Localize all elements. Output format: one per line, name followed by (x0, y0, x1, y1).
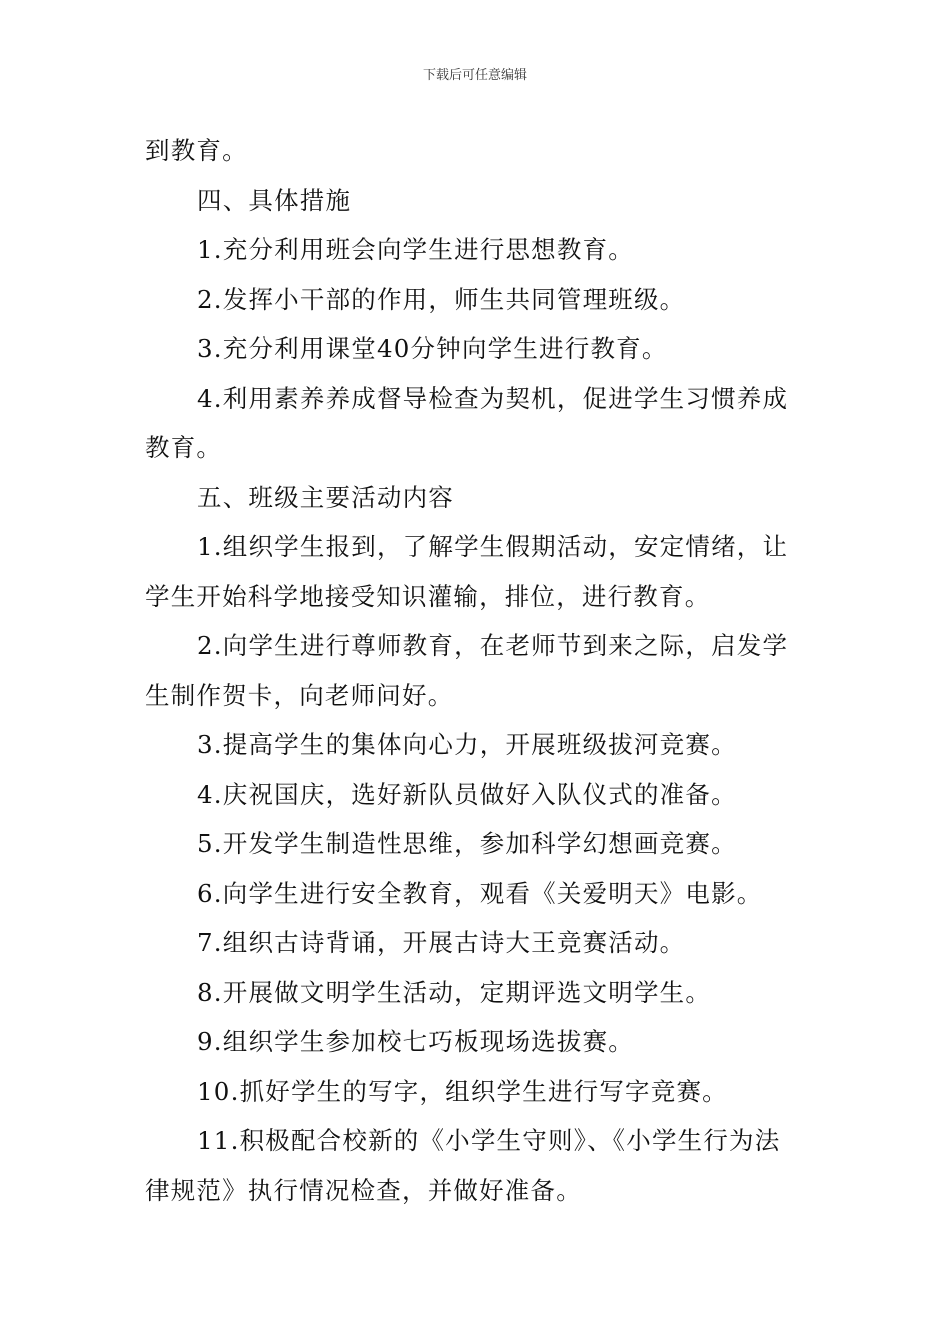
paragraph-line: 6.向学生进行安全教育，观看《关爱明天》电影。 (197, 878, 763, 908)
paragraph-line: 到教育。 (145, 136, 248, 165)
paragraph-line: 学生开始科学地接受知识灌输，排位，进行教育。 (145, 581, 711, 611)
page-header-note: 下载后可任意编辑 (422, 68, 527, 83)
paragraph-line: 4.利用素养养成督导检查为契机，促进学生习惯养成 (197, 383, 789, 413)
paragraph-line: 1.充分利用班会向学生进行思想教育。 (197, 235, 634, 264)
paragraph-line: 2.向学生进行尊师教育，在老师节到来之际，启发学 (197, 631, 789, 660)
paragraph-line: 10.抓好学生的写字，组织学生进行写字竞赛。 (197, 1076, 728, 1106)
document-body (145, 126, 810, 1215)
paragraph-line: 2.发挥小干部的作用，师生共同管理班级。 (197, 284, 686, 314)
paragraph-line: 1.组织学生报到，了解学生假期活动，安定情绪，让 (197, 532, 789, 561)
paragraph-line: 教育。 (145, 433, 223, 462)
paragraph-line: 8.开展做文明学生活动，定期评选文明学生。 (197, 977, 712, 1007)
paragraph-line: 9.组织学生参加校七巧板现场选拔赛。 (197, 1027, 634, 1056)
paragraph-line: 生制作贺卡，向老师问好。 (145, 680, 454, 710)
paragraph-line: 律规范》执行情况检查，并做好准备。 (145, 1175, 582, 1205)
paragraph-line: 3.充分利用课堂40分钟向学生进行教育。 (197, 334, 668, 363)
paragraph-line: 3.提高学生的集体向心力，开展班级拔河竞赛。 (197, 730, 737, 759)
paragraph-line: 五、班级主要活动内容 (197, 482, 454, 512)
paragraph-line: 11.积极配合校新的《小学生守则》、《小学生行为法 (197, 1126, 781, 1155)
paragraph-line: 5.开发学生制造性思维，参加科学幻想画竞赛。 (197, 829, 737, 858)
paragraph-line: 四、具体措施 (197, 185, 352, 215)
paragraph-line: 7.组织古诗背诵，开展古诗大王竞赛活动。 (197, 928, 686, 957)
paragraph-line: 4.庆祝国庆，选好新队员做好入队仪式的准备。 (197, 779, 737, 809)
